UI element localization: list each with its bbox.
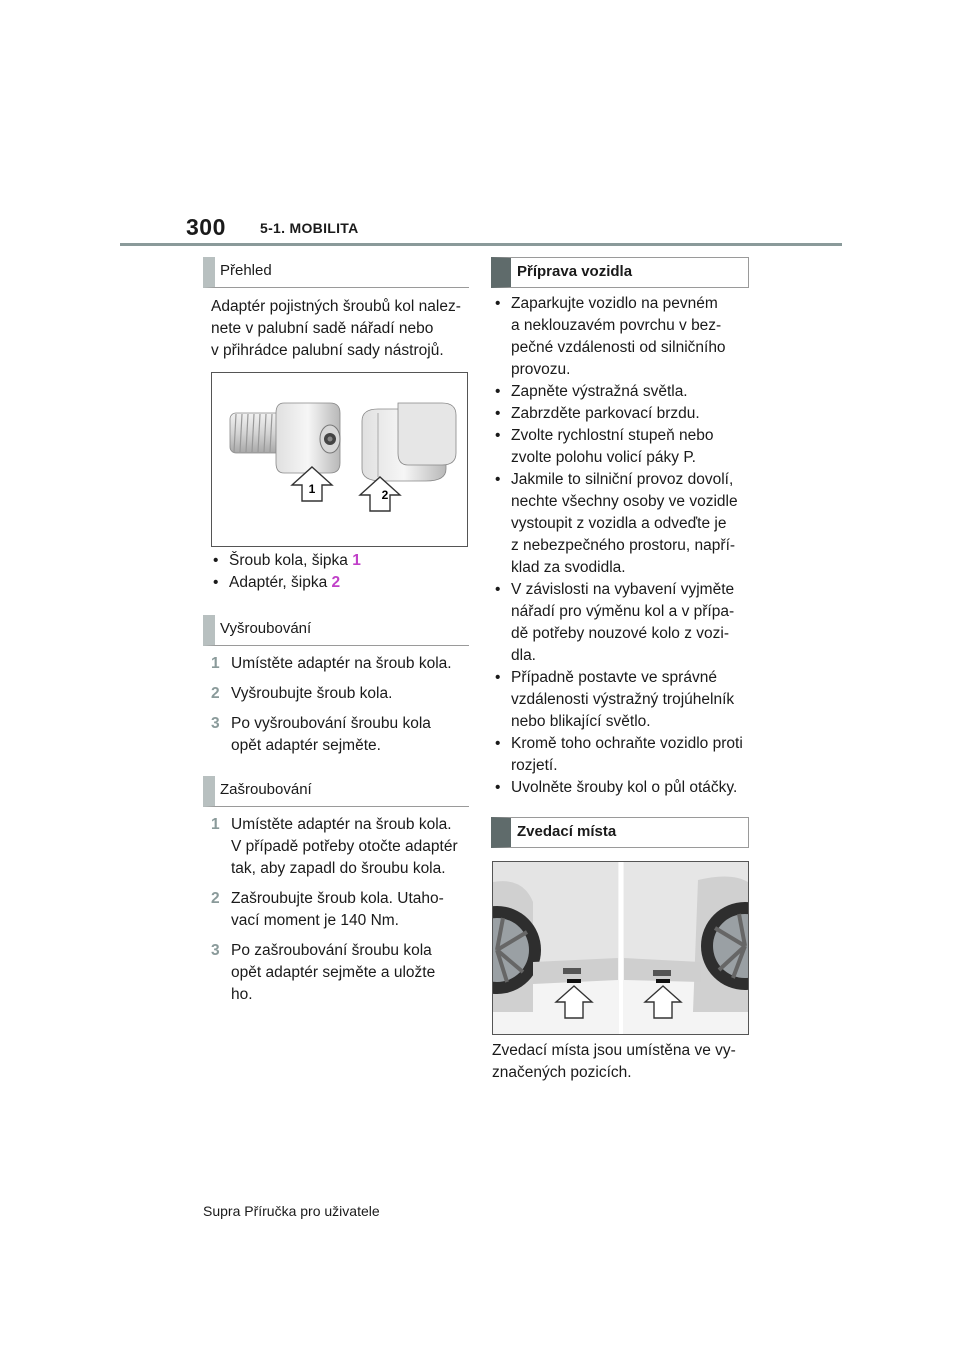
text-line: dla. — [511, 647, 536, 664]
section-heading-overview — [203, 257, 469, 288]
section-heading-unscrew — [203, 615, 469, 646]
arrow-2-label: 2 — [381, 488, 389, 502]
arrow-1-label: 1 — [308, 482, 316, 496]
step-item: 3 Po zašroubování šroubu kola opět adaptér sejměte a uložte ho. — [211, 942, 436, 1003]
step-item: 3 Po vyšroubování šroubu kola opět adaptér sejměte. — [211, 715, 431, 754]
figure-jacking-points — [492, 861, 749, 1035]
text-line: nechte všechny osoby ve vozidle — [511, 493, 738, 510]
figure-legend-list — [211, 550, 471, 594]
text-line: Kromě toho ochraňte vozidlo proti — [511, 735, 743, 752]
text-line: Zaparkujte vozidlo na pevném — [511, 295, 718, 312]
list-item: • Kromě toho ochraňte vozidlo proti rozjetí. — [493, 733, 755, 777]
adapter-shape — [362, 403, 456, 481]
jack-point-marker-rear — [656, 979, 670, 983]
text-line: rozjetí. — [511, 757, 558, 774]
text-line: v přihrádce palubní sady nástrojů. — [211, 342, 444, 359]
text-line: klad za svodidla. — [511, 559, 626, 576]
wheel-bolt-adapter-illustration — [212, 373, 467, 546]
section-heading-prep — [491, 257, 749, 288]
text-line: V závislosti na vybavení vyjměte — [511, 581, 735, 598]
text-line: Zvolte rychlostní stupeň nebo — [511, 427, 714, 444]
wheel-bolt-shape — [230, 403, 340, 473]
text-line: pečné vzdálenosti od silničního — [511, 339, 726, 356]
text-line: nářadí pro výměnu kol a v přípa- — [511, 603, 735, 620]
list-item: • Šroub kola, šipka 1 — [213, 552, 361, 569]
jacking-points-illustration — [493, 862, 748, 1034]
step-item: 1 Umístěte adaptér na šroub kola. V případě potřeby otočte adaptér tak, aby zapadl do šroubu kola. — [211, 816, 458, 877]
text-line: Uvolněte šrouby kol o půl otáčky. — [511, 779, 738, 796]
step-item: 2 Vyšroubujte šroub kola. — [211, 685, 393, 702]
text-line: nete v palubní sadě nářadí nebo — [211, 320, 434, 337]
section-heading-overview-text: Přehled — [220, 262, 272, 279]
text-line: Zvedací místa jsou umístěna ve vy- — [492, 1042, 736, 1059]
text-line: Adaptér pojistných šroubů kol nalez- — [211, 298, 461, 315]
section-heading-prep-text: Příprava vozidla — [517, 263, 633, 280]
legend-text: Šroub kola, šipka — [229, 552, 353, 569]
list-item: • Zapněte výstražná světla. — [493, 381, 755, 403]
jack-paragraph — [492, 1040, 754, 1084]
section-heading-screw — [203, 776, 469, 807]
jack-point-marker-front — [567, 979, 581, 983]
arrow-2-icon — [360, 477, 400, 511]
text-line: vzdálenosti výstražný trojúhelník — [511, 691, 735, 708]
legend-text: Adaptér, šipka — [229, 574, 332, 591]
step-item: 2 Zašroubujte šroub kola. Utaho- vací moment je 140 Nm. — [211, 890, 444, 929]
step-item: 1 Umístěte adaptér na šroub kola. — [211, 655, 452, 672]
list-item: • Adaptér, šipka 2 — [213, 574, 341, 591]
legend-arrow-number: 1 — [352, 552, 361, 569]
list-item: • Zaparkujte vozidlo na pevném a neklouzavém povrchu v bez- pečné vzdálenosti od silničního provozu. — [493, 293, 755, 381]
list-item: • Zvolte rychlostní stupeň nebo zvolte polohu volicí páky P. — [493, 425, 755, 469]
text-line: z nebezpečného prostoru, napří- — [511, 537, 736, 554]
list-item: • Zabrzděte parkovací brzdu. — [493, 403, 755, 425]
list-item: • Uvolněte šrouby kol o půl otáčky. — [493, 777, 755, 799]
section-heading-jack — [491, 817, 749, 848]
legend-arrow-number: 2 — [331, 574, 341, 591]
text-line: a neklouzavém povrchu v bez- — [511, 317, 722, 334]
text-line: provozu. — [511, 361, 571, 378]
text-line: Jakmile to silniční provoz dovolí, — [511, 471, 734, 488]
figure-wheel-bolt-adapter — [211, 372, 468, 547]
header-rule — [120, 243, 842, 246]
list-item: • Jakmile to silniční provoz dovolí, nechte všechny osoby ve vozidle vystoupit z vozidla a odveďte je z nebezpečného prostoru, napří- klad za svodidla. — [493, 469, 755, 579]
footer-text: Supra Příručka pro uživatele — [203, 1203, 380, 1219]
screw-steps — [211, 814, 473, 1014]
unscrew-steps — [211, 653, 473, 765]
text-line: Zabrzděte parkovací brzdu. — [511, 405, 700, 422]
section-heading-jack-text: Zvedací místa — [517, 823, 617, 840]
prep-bullet-list — [493, 293, 755, 799]
text-line: Případně postavte ve správné — [511, 669, 717, 686]
section-heading-unscrew-text: Vyšroubování — [220, 620, 312, 637]
list-item: • V závislosti na vybavení vyjměte nářadí pro výměnu kol a v přípa- dě potřeby nouzové kolo z vozi- dla. — [493, 579, 755, 667]
text-line: dě potřeby nouzové kolo z vozi- — [511, 625, 729, 642]
text-line: zvolte polohu volicí páky P. — [511, 449, 696, 466]
list-item: • Případně postavte ve správné vzdálenosti výstražný trojúhelník nebo blikající světlo. — [493, 667, 755, 733]
text-line: vystoupit z vozidla a odveďte je — [511, 515, 727, 532]
page-number: 300 — [186, 214, 226, 240]
overview-paragraph — [211, 296, 473, 362]
text-line: značených pozicích. — [492, 1064, 632, 1081]
text-line: nebo blikající světlo. — [511, 713, 651, 730]
section-heading-screw-text: Zašroubování — [220, 781, 312, 798]
chapter-title: 5-1. MOBILITA — [260, 220, 359, 236]
text-line: Zapněte výstražná světla. — [511, 383, 688, 400]
